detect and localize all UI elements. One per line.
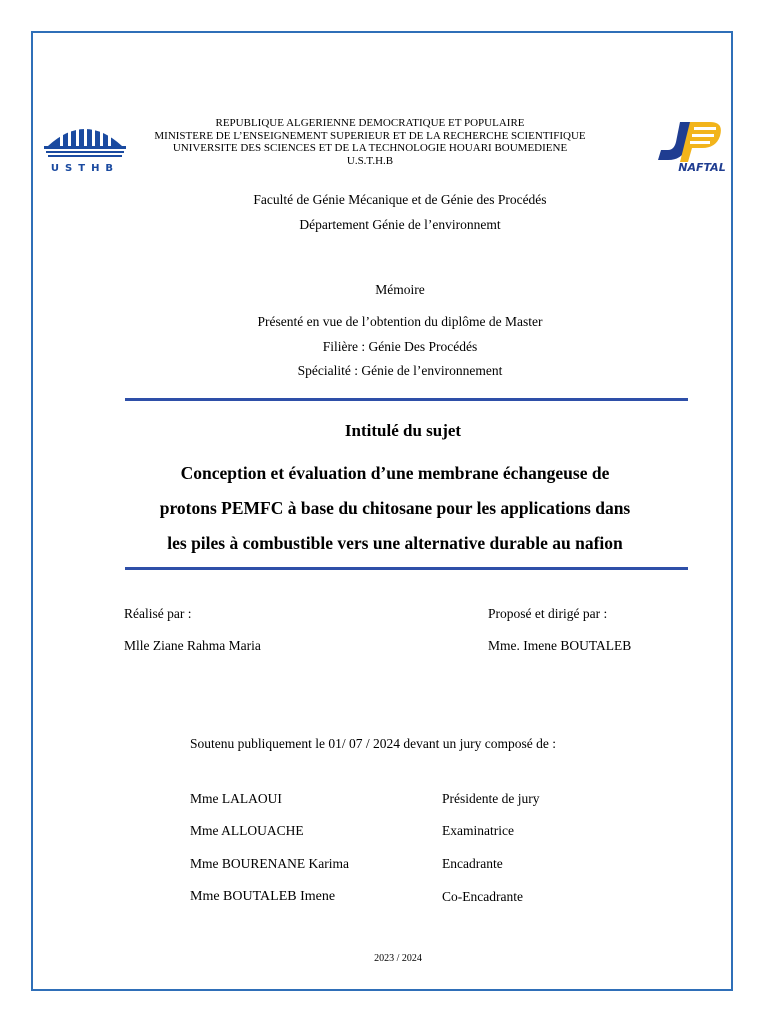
naftal-logo xyxy=(652,118,726,174)
header-line-ministry: MINISTERE DE L’ENSEIGNEMENT SUPERIEUR ET DE LA RECHERCHE SCIENTIFIQUE xyxy=(154,129,586,142)
subject-title xyxy=(110,456,680,561)
subject-heading: Intitulé du sujet xyxy=(344,421,462,440)
jury-name-4: Mme BOUTALEB Imene xyxy=(190,889,336,904)
header-line-republic: REPUBLIQUE ALGERIENNE DEMOCRATIQUE ET POPULAIRE xyxy=(215,117,525,129)
usthb-logo xyxy=(42,118,128,174)
jury-name-1: Mme LALAOUI xyxy=(190,791,282,806)
bottom-divider xyxy=(125,567,688,570)
institution-header xyxy=(140,117,600,167)
subject-line-3: les piles à combustible vers une alternative durable au nafion xyxy=(167,533,623,553)
realise-label: Réalisé par : xyxy=(124,606,192,621)
specialite-line: Spécialité : Génie de l’environnement xyxy=(297,363,503,378)
academic-year: 2023 / 2024 xyxy=(374,953,422,964)
department: Département Génie de l’environnemt xyxy=(299,217,501,232)
faculty: Faculté de Génie Mécanique et de Génie des Procédés xyxy=(253,192,547,207)
filiere-line: Filière : Génie Des Procédés xyxy=(322,339,478,354)
propose-name: Mme. Imene BOUTALEB xyxy=(488,638,632,653)
subject-line-2: protons PEMFC à base du chitosane pour les applications dans xyxy=(159,498,631,518)
jury-role-4: Co-Encadrante xyxy=(442,889,523,904)
realise-name: Mlle Ziane Rahma Maria xyxy=(124,638,261,653)
header-line-university: UNIVERSITE DES SCIENCES ET DE LA TECHNOLOGIE HOUARI BOUMEDIENE xyxy=(172,142,568,154)
jury-name-3: Mme BOURENANE Karima xyxy=(190,856,349,871)
jury-name-2: Mme ALLOUACHE xyxy=(190,823,304,838)
header-line-usthb: U.S.T.H.B xyxy=(346,154,394,167)
memoire-label: Mémoire xyxy=(375,282,425,297)
top-divider xyxy=(125,398,688,401)
jury-role-1: Présidente de jury xyxy=(442,791,540,806)
subject-line-1: Conception et évaluation d’une membrane échangeuse de xyxy=(180,463,610,483)
naftal-logo-text: NAFTAL xyxy=(678,161,726,174)
propose-label: Proposé et dirigé par : xyxy=(488,606,608,621)
soutenu-line: Soutenu publiquement le 01/ 07 / 2024 devant un jury composé de : xyxy=(190,736,556,751)
jury-role-2: Examinatrice xyxy=(442,823,514,838)
presented-line: Présenté en vue de l’obtention du diplôme de Master xyxy=(257,314,543,329)
jury-role-3: Encadrante xyxy=(442,856,503,871)
usthb-logo-text: USTHB xyxy=(50,163,120,174)
